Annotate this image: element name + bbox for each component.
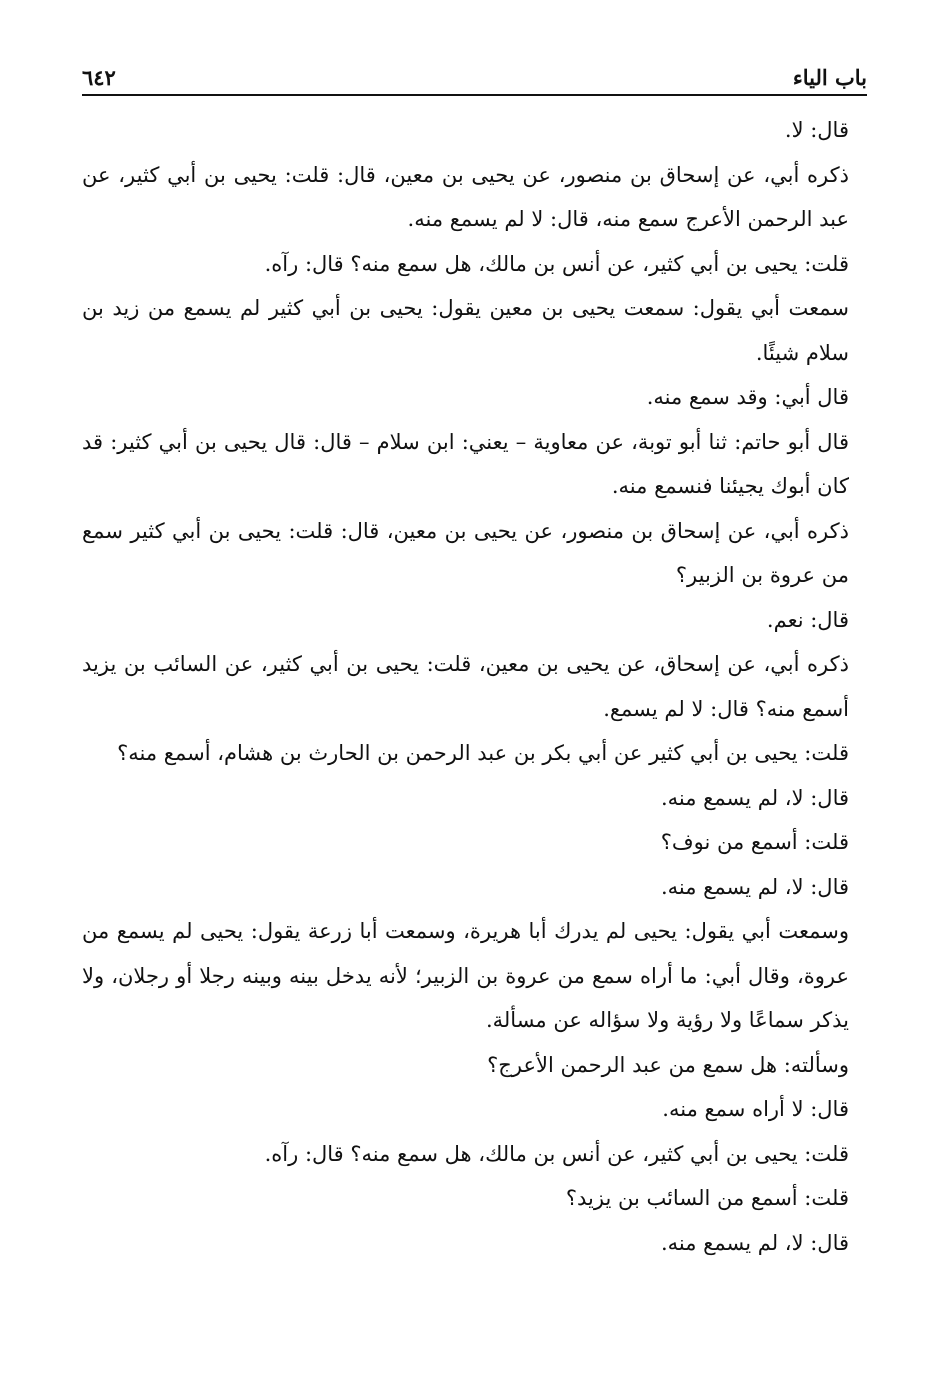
running-head <box>82 50 867 90</box>
paragraph: ذكره أبي، عن إسحاق، عن يحيى بن معين، قلت: يحيى بن أبي كثير، عن السائب بن يزيد أسمع منه؟ قال: لا لم يسمع. <box>82 652 849 721</box>
paragraph: وسألته: هل سمع من عبد الرحمن الأعرج؟ <box>487 1052 849 1077</box>
paragraph: ذكره أبي، عن إسحاق بن منصور، عن يحيى بن معين، قال: قلت: يحيى بن أبي كثير سمع من عروة بن الزبير؟ <box>82 518 849 587</box>
section-title: باب الياء <box>792 65 867 90</box>
paragraph: قلت: يحيى بن أبي كثير عن أبي بكر بن عبد الرحمن بن الحارث بن هشام، أسمع منه؟ <box>117 741 849 765</box>
paragraph: قال: لا، لم يسمع منه. <box>660 785 849 810</box>
paragraph: قلت: يحيى بن أبي كثير، عن أنس بن مالك، هل سمع منه؟ قال: رآه. <box>264 251 849 276</box>
paragraph: قال: لا أراه سمع منه. <box>662 1097 849 1121</box>
paragraph: سمعت أبي يقول: سمعت يحيى بن معين يقول: يحيى بن أبي كثير لم يسمع من زيد بن سلام شيئًا. <box>82 296 849 365</box>
header-rule <box>82 94 867 96</box>
page-number: ٦٤٢ <box>82 65 116 90</box>
paragraph: قال: لا، لم يسمع منه. <box>660 874 849 899</box>
paragraph: قلت: يحيى بن أبي كثير، عن أنس بن مالك، هل سمع منه؟ قال: رآه. <box>264 1141 849 1166</box>
paragraph: قال: نعم. <box>766 607 849 632</box>
page-body <box>82 108 849 1265</box>
paragraph: قال: لا، لم يسمع منه. <box>660 1230 849 1255</box>
paragraph: قال أبو حاتم: ثنا أبو توبة، عن معاوية – يعني: ابن سلام – قال: قال يحيى بن أبي كثير: قد كان أبوك يجيئنا فنسمع منه. <box>82 429 849 498</box>
paragraph: وسمعت أبي يقول: يحيى لم يدرك أبا هريرة، وسمعت أبا زرعة يقول: يحيى لم يسمع من عروة، وقال أبي: ما أراه سمع من عروة بن الزبير؛ لأنه يدخل بينه وبينه رجلا أو رجلان، ولا يذكر سماعًا ولا رؤية ولا سؤاله عن مسألة. <box>82 919 849 1032</box>
paragraph: قلت: أسمع من السائب بن يزيد؟ <box>565 1186 849 1210</box>
paragraph: قال: لا. <box>784 118 849 142</box>
paragraph: قال أبي: وقد سمع منه. <box>646 385 849 409</box>
paragraph: ذكره أبي، عن إسحاق بن منصور، عن يحيى بن معين، قال: قلت: يحيى بن أبي كثير، عن عبد الرحمن الأعرج سمع منه، قال: لا لم يسمع منه. <box>82 162 849 231</box>
paragraph: قلت: أسمع من نوف؟ <box>660 830 849 854</box>
